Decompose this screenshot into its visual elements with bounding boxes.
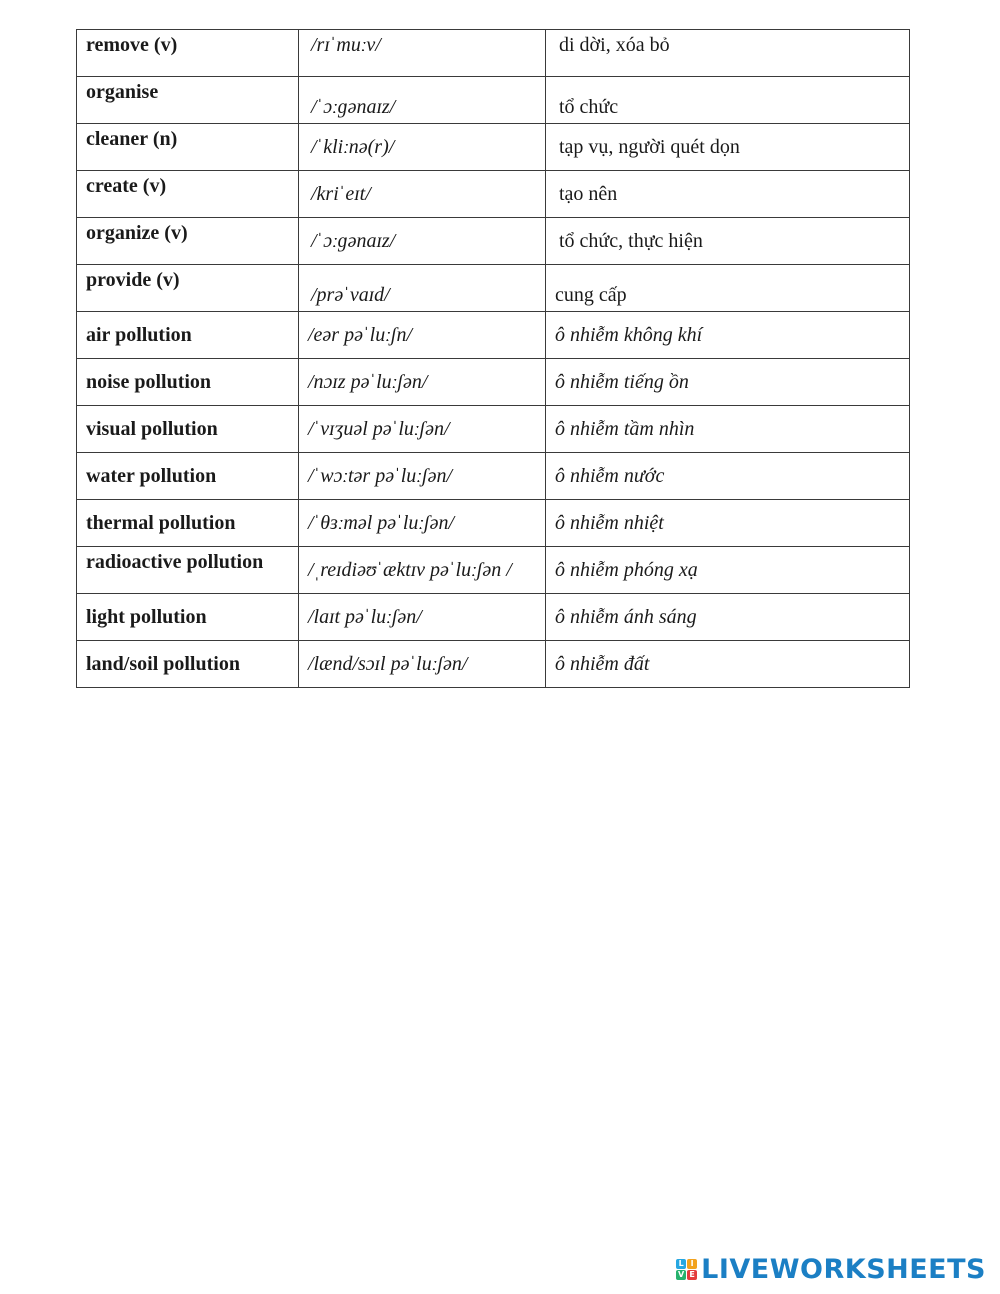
table-row <box>77 30 910 77</box>
meaning-cell <box>546 265 910 312</box>
word-cell <box>77 500 299 547</box>
meaning-text: ô nhiễm nước <box>555 465 665 487</box>
meaning-cell <box>546 406 910 453</box>
table-row <box>77 500 910 547</box>
ipa-cell <box>299 171 546 218</box>
ipa-cell <box>299 124 546 171</box>
ipa-cell <box>299 218 546 265</box>
table-row <box>77 218 910 265</box>
meaning-cell <box>546 547 910 594</box>
word-text: light pollution <box>86 606 207 628</box>
liveworksheets-logo <box>676 1252 986 1286</box>
word-cell <box>77 594 299 641</box>
meaning-text: di dời, xóa bỏ <box>559 34 670 56</box>
ipa-text: /laɪt pəˈluːʃən/ <box>308 606 422 628</box>
logo-text: LIVEWORKSHEETS <box>701 1253 986 1285</box>
table-row <box>77 265 910 312</box>
word-text: organize (v) <box>86 222 188 244</box>
ipa-cell <box>299 265 546 312</box>
word-cell <box>77 171 299 218</box>
table-row <box>77 312 910 359</box>
ipa-text: /rɪˈmuːv/ <box>311 34 381 56</box>
meaning-text: ô nhiễm ánh sáng <box>555 606 697 628</box>
meaning-cell <box>546 594 910 641</box>
meaning-cell <box>546 500 910 547</box>
meaning-cell <box>546 359 910 406</box>
word-cell <box>77 406 299 453</box>
ipa-cell <box>299 594 546 641</box>
word-text: air pollution <box>86 324 192 346</box>
meaning-text: ô nhiễm tầm nhìn <box>555 418 695 440</box>
word-text: visual pollution <box>86 418 218 440</box>
meaning-cell <box>546 218 910 265</box>
ipa-text: /ˈɔːɡənaɪz/ <box>311 230 396 252</box>
word-text: remove (v) <box>86 34 178 56</box>
meaning-cell <box>546 312 910 359</box>
word-cell <box>77 77 299 124</box>
word-text: create (v) <box>86 175 167 197</box>
word-text: land/soil pollution <box>86 653 240 675</box>
word-cell <box>77 218 299 265</box>
meaning-text: cung cấp <box>555 284 627 306</box>
word-cell <box>77 124 299 171</box>
vocabulary-table <box>76 29 910 688</box>
ipa-text: /ˈθɜːməl pəˈluːʃən/ <box>308 512 455 534</box>
table-row <box>77 641 910 688</box>
word-cell <box>77 312 299 359</box>
ipa-cell <box>299 500 546 547</box>
ipa-cell <box>299 359 546 406</box>
table-row <box>77 547 910 594</box>
ipa-text: /ˌreɪdiəʊˈæktɪv pəˈluːʃən / <box>308 559 512 581</box>
table-row <box>77 453 910 500</box>
word-cell <box>77 453 299 500</box>
meaning-text: ô nhiễm nhiệt <box>555 512 664 534</box>
ipa-text: /ˈɔːɡənaɪz/ <box>311 96 396 118</box>
word-text: noise pollution <box>86 371 212 393</box>
ipa-cell <box>299 312 546 359</box>
meaning-text: tổ chức <box>559 96 619 118</box>
word-cell <box>77 359 299 406</box>
word-text: provide (v) <box>86 269 180 291</box>
meaning-cell <box>546 30 910 77</box>
meaning-text: ô nhiễm tiếng ồn <box>555 371 689 393</box>
word-text: organise <box>86 81 159 103</box>
ipa-text: /nɔɪz pəˈluːʃən/ <box>308 371 428 393</box>
ipa-text: /ˈvɪʒuəl pəˈluːʃən/ <box>308 418 450 440</box>
word-text: thermal pollution <box>86 512 236 534</box>
meaning-cell <box>546 453 910 500</box>
ipa-cell <box>299 453 546 500</box>
ipa-cell <box>299 641 546 688</box>
meaning-text: ô nhiễm phóng xạ <box>555 559 698 581</box>
meaning-text: tạp vụ, người quét dọn <box>559 136 740 158</box>
ipa-text: /lænd/sɔɪl pəˈluːʃən/ <box>308 653 468 675</box>
logo-mark-letter: E <box>687 1270 697 1280</box>
ipa-text: /prəˈvaɪd/ <box>311 284 390 306</box>
ipa-cell <box>299 77 546 124</box>
meaning-text: ô nhiễm đất <box>555 653 650 675</box>
logo-mark-letter: L <box>676 1259 686 1269</box>
table-row <box>77 77 910 124</box>
meaning-text: tổ chức, thực hiện <box>559 230 703 252</box>
meaning-cell <box>546 171 910 218</box>
ipa-text: /ˈkliːnə(r)/ <box>311 136 395 158</box>
logo-mark-letter: V <box>678 1269 685 1279</box>
meaning-text: tạo nên <box>559 183 618 205</box>
meaning-cell <box>546 124 910 171</box>
ipa-cell <box>299 406 546 453</box>
ipa-text: /ˈwɔːtər pəˈluːʃən/ <box>308 465 453 487</box>
ipa-text: /kriˈeɪt/ <box>311 183 371 205</box>
word-cell <box>77 641 299 688</box>
meaning-text: ô nhiễm không khí <box>555 324 703 346</box>
ipa-text: /eər pəˈluːʃn/ <box>308 324 413 346</box>
ipa-cell <box>299 30 546 77</box>
table-row <box>77 171 910 218</box>
word-text: radioactive pollution <box>86 551 264 573</box>
meaning-cell <box>546 641 910 688</box>
table-row <box>77 594 910 641</box>
logo-mark-icon <box>676 1259 697 1280</box>
word-cell <box>77 547 299 594</box>
word-text: water pollution <box>86 465 217 487</box>
ipa-cell <box>299 547 546 594</box>
table-row <box>77 124 910 171</box>
table-row <box>77 406 910 453</box>
word-cell <box>77 30 299 77</box>
table-row <box>77 359 910 406</box>
logo-mark-letter: I <box>687 1259 697 1269</box>
word-cell <box>77 265 299 312</box>
word-text: cleaner (n) <box>86 128 178 150</box>
meaning-cell <box>546 77 910 124</box>
